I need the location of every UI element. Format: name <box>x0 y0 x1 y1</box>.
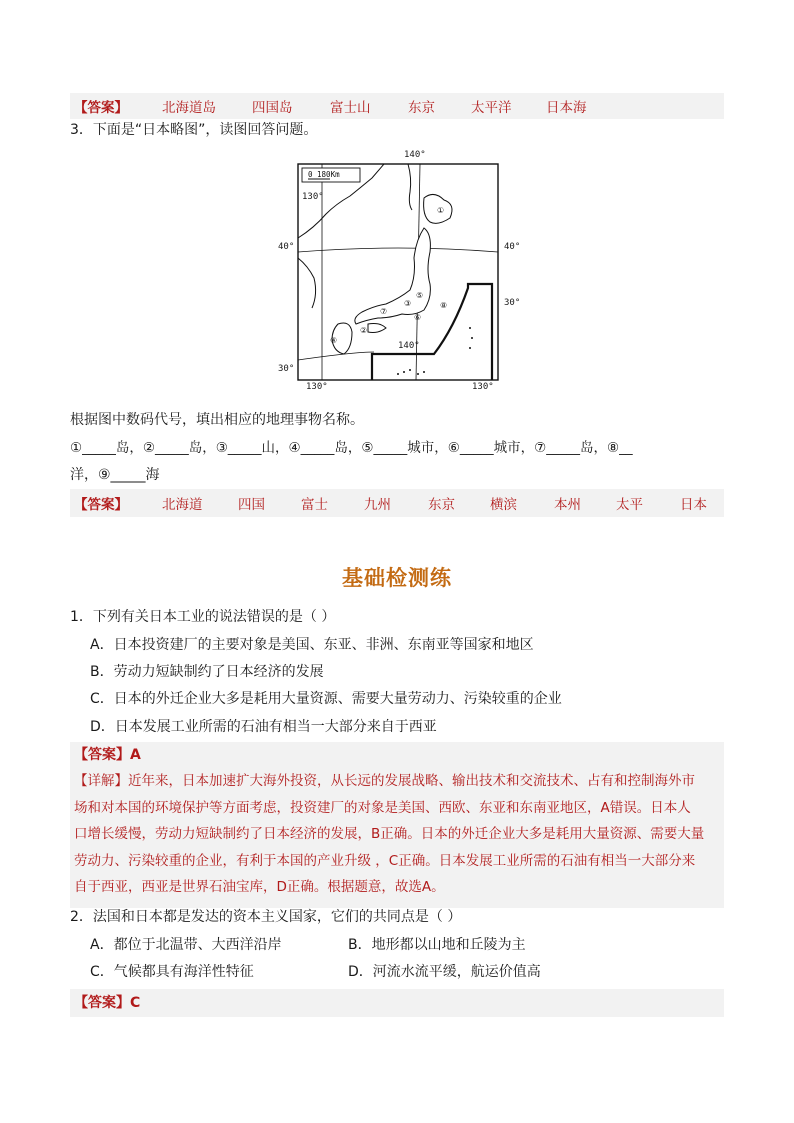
map-marker-1: ① <box>437 206 445 215</box>
question-2-option-c: C．气候都具有海洋性特征 <box>90 964 254 980</box>
lat-label-40-right: 40° <box>504 242 521 252</box>
answer-item: 太平 <box>616 497 643 513</box>
answer-item: 太平洋 <box>471 100 512 116</box>
question-1-answer: 【答案】A <box>74 747 141 763</box>
lon-label-130-bottom-left: 130° <box>306 382 328 392</box>
question-1-explanation <box>70 768 724 908</box>
answer-item: 富士 <box>301 497 328 513</box>
question-1-option-d: D．日本发展工业所需的石油有相当一大部分来自于西亚 <box>90 719 437 735</box>
lon-label-130-bottom-right: 130° <box>472 382 494 392</box>
answer-row <box>70 489 724 517</box>
question-3-blanks-line-1: ①_____岛，②_____岛，③_____山，④_____岛，⑤_____城市，⑥_____城市，⑦_____岛，⑧__ <box>70 440 633 456</box>
answer-label: 【答案】 <box>74 100 128 116</box>
explanation-line: 场和对本国的环境保护等方面考虑，投资建厂的对象是美国、西欧、东亚和东南亚地区，A错误。日本人 <box>74 799 691 816</box>
lat-label-30-left: 30° <box>278 364 295 374</box>
map-marker-8: ⑧ <box>440 301 448 310</box>
question-2-option-b: B．地形都以山地和丘陵为主 <box>348 937 526 953</box>
question-1-option-b: B．劳动力短缺制约了日本经济的发展 <box>90 664 324 680</box>
answer-item: 本州 <box>554 497 581 513</box>
question-1-stem: 1．下列有关日本工业的说法错误的是（ ） <box>70 609 336 625</box>
answer-item: 日本海 <box>546 100 587 116</box>
question-2-option-a: A．都位于北温带、大西洋沿岸 <box>90 937 282 953</box>
question-3-instruction: 根据图中数码代号，填出相应的地理事物名称。 <box>70 412 364 428</box>
answer-band-q2 <box>70 989 724 1017</box>
question-3-stem: 3．下面是“日本略图”，读图回答问题。 <box>70 122 318 138</box>
answer-item: 日本 <box>680 497 707 513</box>
map-marker-7: ⑦ <box>380 307 388 316</box>
answer-item: 北海道岛 <box>162 100 216 116</box>
question-3-blanks-line-2: 洋，⑨_____海 <box>70 467 160 483</box>
explanation-line: 口增长缓慢，劳动力短缺制约了日本经济的发展，B正确。日本的外迁企业大多是耗用大量资源、需要大量 <box>74 826 705 842</box>
answer-band-q3 <box>70 489 724 517</box>
question-2-option-d: D．河流水流平缓，航运价值高 <box>348 964 541 980</box>
answer-item: 北海道 <box>162 497 203 513</box>
lon-label-140-inset: 140° <box>398 341 420 351</box>
map-marker-6: ⑥ <box>414 313 422 322</box>
question-1-option-a: A．日本投资建厂的主要对象是美国、东亚、非洲、东南亚等国家和地区 <box>90 637 534 653</box>
answer-item: 富士山 <box>330 100 371 116</box>
explanation-line: 劳动力、污染较重的企业，有利于本国的产业升级 ，C正确。日本发展工业所需的石油有相当一大部分来 <box>74 852 696 869</box>
answer-item: 横滨 <box>490 497 517 513</box>
explanation-line: 【详解】近年来，日本加速扩大海外投资，从长远的发展战略、输出技术和交流技术、占有和控制海外市 <box>74 773 695 789</box>
japan-map <box>274 148 502 394</box>
lon-label-130-left: 130° <box>302 192 324 202</box>
answer-item: 九州 <box>364 497 391 513</box>
map-marker-5: ⑤ <box>416 291 424 300</box>
section-title: 基础检测练 <box>342 565 452 590</box>
lat-label-40-left: 40° <box>278 242 295 252</box>
question-2-answer: 【答案】C <box>74 995 141 1011</box>
map-marker-3: ③ <box>404 299 412 308</box>
explanation-line: 自于西亚，西亚是世界石油宝库，D正确。根据题意，故选A。 <box>74 879 445 895</box>
answer-item: 东京 <box>428 497 455 513</box>
map-marker-4: ④ <box>330 336 338 345</box>
answer-item: 四国 <box>238 497 265 513</box>
answer-item: 四国岛 <box>252 100 293 116</box>
question-2-stem: 2．法国和日本都是发达的资本主义国家，它们的共同点是（ ） <box>70 909 462 925</box>
lat-label-30-right: 30° <box>504 298 521 308</box>
answer-item: 东京 <box>408 100 435 116</box>
scale-label: 0 180Km <box>308 170 340 179</box>
map-marker-2: ② <box>360 326 368 335</box>
answer-label: 【答案】 <box>74 497 128 513</box>
question-1-option-c: C．日本的外迁企业大多是耗用大量资源、需要大量劳动力、污染较重的企业 <box>90 691 562 707</box>
lon-label-140-top: 140° <box>404 150 426 160</box>
